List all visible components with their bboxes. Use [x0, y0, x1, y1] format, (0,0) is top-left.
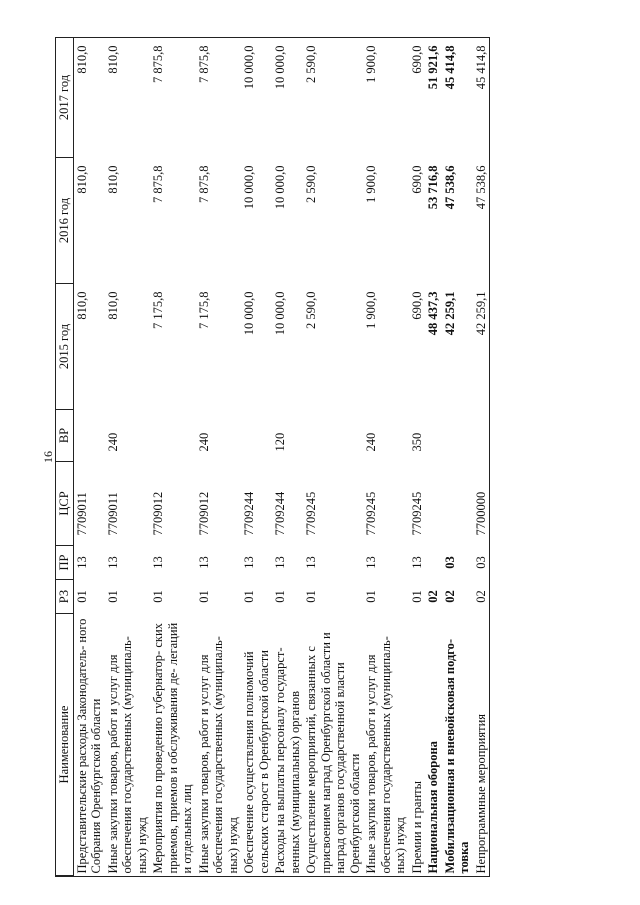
cell-2015: 690,0	[409, 291, 424, 320]
table-header-row	[56, 38, 74, 876]
cell-vr	[241, 410, 272, 462]
cell-2017: 2 590,0	[304, 45, 318, 83]
cell-2015: 1 900,0	[364, 291, 378, 329]
cell-vr	[73, 410, 105, 462]
cell-rz: 01	[74, 590, 89, 603]
cell-name: Премии и гранты	[409, 780, 424, 874]
cell-vr: 350	[409, 432, 424, 452]
cell-2016: 53 716,8	[426, 165, 440, 210]
cell-csr	[442, 462, 473, 546]
cell-csr: 7709245	[409, 491, 424, 536]
table-row	[409, 38, 426, 876]
cell-rz: 01	[304, 590, 318, 603]
rotated-table-sheet	[41, 37, 607, 877]
cell-2016: 47 538,6	[442, 165, 457, 210]
table-row	[73, 38, 105, 876]
cell-pr: 13	[364, 556, 378, 569]
cell-2015: 810,0	[105, 291, 120, 320]
budget-table	[55, 37, 489, 876]
cell-csr: 7709244	[273, 491, 287, 536]
cell-vr	[473, 410, 490, 462]
cell-2017: 45 414,8	[473, 45, 488, 90]
cell-name: Национальная оборона	[426, 741, 440, 874]
cell-vr	[425, 410, 442, 462]
table-row	[363, 38, 409, 876]
cell-2015: 7 175,8	[151, 291, 165, 329]
cell-2016: 2 590,0	[304, 165, 318, 203]
cell-2016: 47 538,6	[473, 165, 488, 210]
cell-vr: 240	[105, 432, 120, 452]
table-row	[442, 38, 473, 876]
table-row	[303, 38, 363, 876]
cell-pr: 13	[273, 556, 287, 569]
cell-2015: 48 437,3	[426, 291, 440, 336]
cell-2015: 7 175,8	[196, 291, 211, 329]
cell-pr: 13	[74, 556, 89, 569]
col-header-2017: 2017 год	[56, 38, 74, 158]
cell-name: Представительские расходы Законодатель- ного Собрания Оренбургской области	[74, 618, 103, 874]
cell-pr: 13	[409, 556, 424, 569]
cell-2016: 690,0	[409, 165, 424, 194]
col-header-name: Наименование	[56, 614, 74, 876]
cell-name: Иные закупки товаров, работ и услуг для обеспечения государственных (муниципаль- ных) нужд	[105, 636, 149, 874]
cell-2016: 1 900,0	[364, 165, 378, 203]
table-row	[105, 38, 151, 876]
cell-vr	[303, 410, 363, 462]
cell-name: Расходы на выплаты персоналу государст- венных (муниципальных) органов	[273, 647, 302, 874]
budget-table-frame	[55, 37, 490, 877]
cell-2015: 42 259,1	[473, 291, 488, 336]
cell-2017: 45 414,8	[442, 45, 457, 90]
col-header-rz: РЗ	[56, 580, 74, 614]
cell-pr: 13	[196, 556, 211, 569]
cell-rz: 01	[273, 590, 287, 603]
cell-rz: 01	[105, 590, 120, 603]
cell-csr: 7709012	[196, 491, 211, 536]
cell-2016: 7 875,8	[196, 165, 211, 203]
cell-name: Обеспечение осуществления полномочий сельских старост в Оренбургской области	[242, 650, 271, 874]
cell-2015: 2 590,0	[304, 291, 318, 329]
table-row	[425, 38, 442, 876]
cell-name: Непрограммные мероприятия	[473, 713, 488, 874]
cell-2017: 10 000,0	[242, 45, 256, 90]
cell-csr: 7700000	[473, 491, 488, 536]
cell-pr: 03	[442, 556, 457, 569]
cell-2016: 10 000,0	[273, 165, 287, 210]
cell-2017: 51 921,6	[426, 45, 440, 90]
col-header-pr: ПР	[56, 546, 74, 580]
cell-rz: 01	[364, 590, 378, 603]
page-number: 16	[41, 451, 55, 463]
cell-rz: 01	[196, 590, 211, 603]
cell-rz: 02	[473, 590, 488, 603]
table-row	[196, 38, 242, 876]
cell-2015: 42 259,1	[442, 291, 457, 336]
cell-2017: 7 875,8	[151, 45, 165, 83]
cell-2015: 10 000,0	[273, 291, 287, 336]
cell-2017: 7 875,8	[196, 45, 211, 83]
cell-csr: 7709244	[242, 491, 256, 536]
cell-2016: 10 000,0	[242, 165, 256, 210]
cell-pr: 13	[242, 556, 256, 569]
cell-pr: 13	[304, 556, 318, 569]
cell-csr: 7709011	[105, 492, 120, 536]
cell-2015: 810,0	[74, 291, 89, 320]
cell-rz: 01	[409, 590, 424, 603]
cell-csr: 7709012	[151, 491, 165, 536]
cell-2016: 7 875,8	[151, 165, 165, 203]
cell-pr: 03	[473, 556, 488, 569]
cell-name: Осуществление мероприятий, связанных с присвоением наград Оренбургской области и наград органов государственной власти Оренбургской области	[304, 632, 362, 874]
table-row	[473, 38, 490, 876]
col-header-vr: ВР	[56, 410, 74, 462]
cell-vr: 120	[273, 432, 287, 452]
cell-name: Иные закупки товаров, работ и услуг для обеспечения государственных (муниципаль- ных) нужд	[196, 636, 240, 874]
cell-pr	[425, 546, 442, 580]
cell-rz: 02	[442, 590, 457, 603]
cell-2017: 810,0	[74, 45, 89, 74]
cell-name: Мобилизационная и вневойсковая подго- товка	[442, 638, 471, 874]
table-row	[150, 38, 196, 876]
cell-rz: 01	[242, 590, 256, 603]
cell-name: Иные закупки товаров, работ и услуг для обеспечения государственных (муниципаль- ных) нужд	[364, 636, 407, 874]
cell-2017: 690,0	[409, 45, 424, 74]
cell-2016: 810,0	[105, 165, 120, 194]
cell-vr: 240	[364, 432, 378, 452]
cell-csr: 7709011	[74, 492, 89, 536]
cell-pr: 13	[151, 556, 165, 569]
col-header-2015: 2015 год	[56, 284, 74, 410]
cell-2017: 810,0	[105, 45, 120, 74]
cell-name: Мероприятия по проведению губернатор- ских приемов, приемов и обслуживания де- легаций и отдельных лиц	[151, 622, 194, 874]
cell-csr: 7709245	[304, 491, 318, 536]
cell-csr	[425, 462, 442, 546]
cell-vr: 240	[196, 432, 211, 452]
cell-2017: 10 000,0	[273, 45, 287, 90]
table-row	[241, 38, 272, 876]
cell-2017: 1 900,0	[364, 45, 378, 83]
cell-vr	[442, 410, 473, 462]
col-header-2016: 2016 год	[56, 158, 74, 284]
cell-pr: 13	[105, 556, 120, 569]
cell-rz: 01	[151, 590, 165, 603]
col-header-csr: ЦСР	[56, 462, 74, 546]
cell-rz: 02	[426, 590, 440, 603]
table-body	[73, 38, 489, 876]
cell-vr	[150, 410, 196, 462]
cell-csr: 7709245	[364, 491, 378, 536]
table-row	[272, 38, 303, 876]
cell-2015: 10 000,0	[242, 291, 256, 336]
cell-2016: 810,0	[74, 165, 89, 194]
